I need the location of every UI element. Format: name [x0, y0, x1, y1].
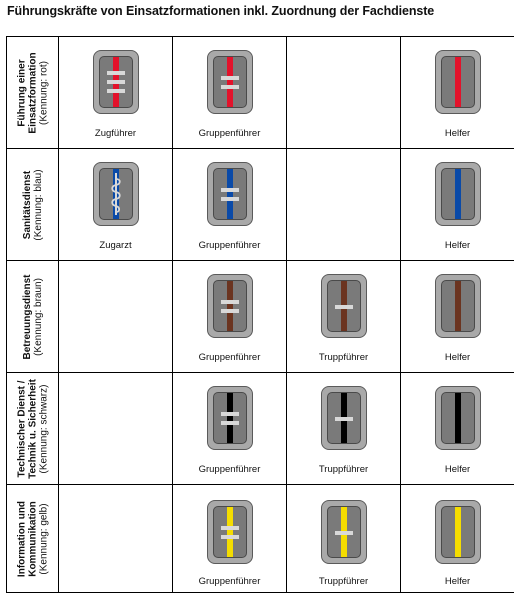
rank-caption: Helfer [444, 128, 471, 139]
table-cell [173, 373, 287, 485]
rank-caption: Gruppenführer [198, 576, 261, 587]
rank-bar [335, 531, 353, 535]
rank-caption: Truppführer [318, 464, 369, 475]
rank-caption: Gruppenführer [198, 128, 261, 139]
service-label [16, 489, 49, 589]
aesculapian-staff-icon [93, 162, 139, 226]
table-row [7, 37, 514, 149]
rank-insignia-table [6, 36, 514, 593]
rank-caption: Helfer [444, 576, 471, 587]
row-header [7, 149, 59, 261]
badge-icon [207, 274, 253, 338]
service-label [22, 267, 44, 367]
rank-caption: Helfer [444, 352, 471, 363]
rank-caption: Gruppenführer [198, 240, 261, 251]
table-cell [173, 485, 287, 593]
service-name: Technischer Dienst / Technik u. Sicherheit [16, 378, 38, 479]
badge-icon [207, 50, 253, 114]
table-cell [287, 149, 401, 261]
badge-icon [93, 50, 139, 114]
service-color-code: (Kennung: blau) [32, 168, 44, 241]
service-name: Führung einer Einsatzformation [16, 51, 38, 134]
rank-caption: Zugarzt [99, 240, 132, 251]
service-name: Information und Kommunikation [16, 500, 38, 577]
table-row [7, 149, 514, 261]
service-name: Betreuungsdienst [21, 274, 33, 360]
table-cell [401, 373, 514, 485]
color-stripe [455, 281, 461, 331]
table-cell [287, 37, 401, 149]
rank-caption: Gruppenführer [198, 464, 261, 475]
table-cell [59, 485, 173, 593]
rank-caption: Truppführer [318, 352, 369, 363]
color-stripe [227, 169, 233, 219]
table-cell [287, 373, 401, 485]
rank-bar [221, 412, 239, 416]
row-header [7, 373, 59, 485]
rank-bar [107, 89, 125, 93]
rank-bar [335, 417, 353, 421]
service-label [16, 379, 49, 479]
table-cell [287, 485, 401, 593]
table-row [7, 373, 514, 485]
service-color-code: (Kennung: rot) [38, 60, 49, 125]
rank-bar [221, 526, 239, 530]
rank-bar [221, 300, 239, 304]
badge-icon [435, 386, 481, 450]
table-cell [401, 37, 514, 149]
service-name: Sanitätsdienst [21, 170, 33, 239]
badge-icon [435, 500, 481, 564]
color-stripe [455, 507, 461, 557]
table-cell [59, 37, 173, 149]
badge-icon [321, 386, 367, 450]
color-stripe [227, 393, 233, 443]
table-cell [401, 261, 514, 373]
table-row [7, 485, 514, 593]
rank-bar [221, 535, 239, 539]
table-cell [173, 261, 287, 373]
badge-icon [435, 162, 481, 226]
row-header [7, 261, 59, 373]
color-stripe [455, 393, 461, 443]
color-stripe [227, 57, 233, 107]
service-color-code: (Kennung: schwarz) [38, 384, 49, 473]
badge-icon [207, 500, 253, 564]
service-label [22, 155, 44, 255]
service-label [16, 43, 49, 143]
service-color-code: (Kennung: gelb) [38, 502, 49, 575]
table-cell [59, 149, 173, 261]
rank-bar [335, 305, 353, 309]
badge-icon [435, 274, 481, 338]
badge-icon [321, 274, 367, 338]
badge-icon [207, 386, 253, 450]
table-cell [173, 37, 287, 149]
table-cell [59, 373, 173, 485]
badge-icon [321, 500, 367, 564]
rank-bar [107, 80, 125, 84]
badge-icon [435, 50, 481, 114]
rank-bar [221, 309, 239, 313]
table-row [7, 261, 514, 373]
rank-caption: Gruppenführer [198, 352, 261, 363]
rank-caption: Helfer [444, 464, 471, 475]
page-title: Führungskräfte von Einsatzformationen inkl. Zuordnung der Fachdienste [7, 4, 435, 18]
rank-bar [221, 188, 239, 192]
color-stripe [455, 169, 461, 219]
rank-bar [107, 71, 125, 75]
table-cell [401, 485, 514, 593]
rank-bar [221, 421, 239, 425]
row-header [7, 37, 59, 149]
table-cell [59, 261, 173, 373]
badge-icon [207, 162, 253, 226]
row-header [7, 485, 59, 593]
rank-bar [221, 85, 239, 89]
table-cell [173, 149, 287, 261]
rank-caption: Zugführer [94, 128, 137, 139]
service-color-code: (Kennung: braun) [32, 277, 44, 356]
rank-caption: Truppführer [318, 576, 369, 587]
color-stripe [227, 507, 233, 557]
rank-caption: Helfer [444, 240, 471, 251]
rank-bar [221, 76, 239, 80]
color-stripe [455, 57, 461, 107]
snake-icon [109, 177, 123, 213]
table-cell [287, 261, 401, 373]
color-stripe [227, 281, 233, 331]
table-cell [401, 149, 514, 261]
rank-bar [221, 197, 239, 201]
